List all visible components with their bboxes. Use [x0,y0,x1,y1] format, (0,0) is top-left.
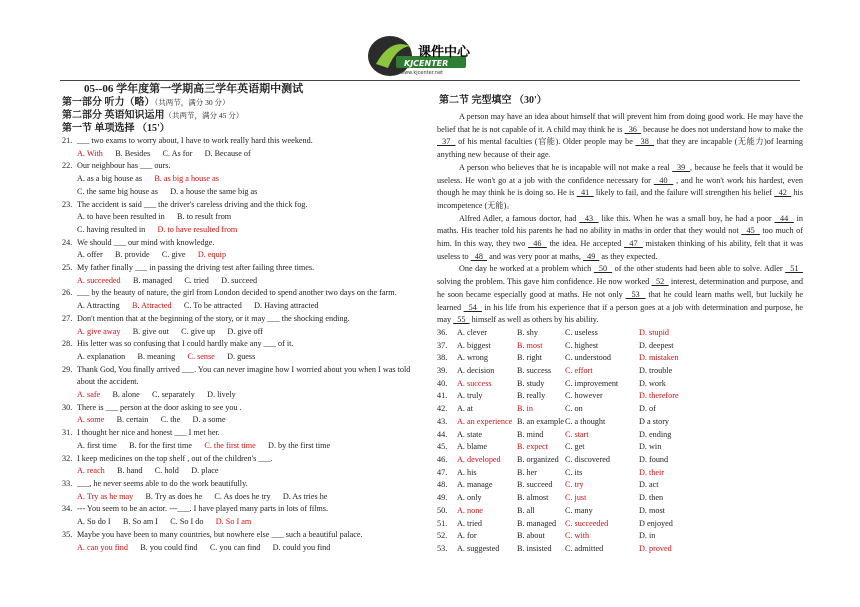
answer-row [437,479,803,492]
option: B. for the first time [129,440,193,450]
blank: 52 [651,277,669,287]
question-number: 22. [62,161,73,171]
answer-option: B. study [517,378,545,388]
option: B. provide [115,250,150,260]
question-number: 29. [62,364,73,374]
option: B. meaning [137,351,176,361]
question-stem [62,160,418,173]
answer-row [437,340,803,353]
question-number: 28. [62,339,73,349]
question-text: ___ two exams to worry about, I have to work really hard this weekend. [77,136,313,145]
option-row [62,414,418,427]
answer-option: D. most [639,505,665,515]
answer-row [437,365,803,378]
answer-option: B. mind [517,429,544,439]
passage-paragraph: Alfred Adler, a famous doctor, had 43 like this. When he was a small boy, he had a poor 44 in maths. His teacher told his parents he had no ability in maths in order that they would not 45 too much of him. In this way, they two 46 the idea. He accepted 47 mistaken thinking of his ability, felt that it was useless to 48 and was very poor at maths, 49 as they expected. [437,213,804,261]
option-row [62,300,418,313]
answer-number: 50. [437,505,448,515]
question-list [62,135,418,554]
answer-row [437,327,803,340]
question-number: 21. [62,136,73,145]
option: C. you can find [209,542,261,552]
answer-option: D. their [639,467,665,477]
option-row [62,516,418,529]
answer-option: D. ending [639,429,672,439]
passage-paragraph: A person who believes that he is incapable will not make a real 39 , because he feels that it would be useless. He won't go at a job with the confidence necessary for 40 , and he won't work his hardest, even though he may think he is doing so. He is 41 likely to fail, and the failure will strengthen his belief 42 his incompetence (无能)。 [437,162,803,210]
question-stem [62,503,418,516]
question-stem [62,402,418,415]
answer-number: 42. [437,404,448,414]
answer-number: 38. [437,353,448,363]
answer-option: D. proved [639,543,672,553]
option: C. As does he try [214,491,271,501]
option: C. sense [187,351,215,361]
question-text: His letter was so confusing that I could hardly make any ___ of it. [77,339,294,349]
option: D. guess [227,351,256,361]
answer-option: A. biggest [457,340,491,350]
option-row [62,326,418,339]
answer-option: B. almost [517,493,549,503]
option-row [62,389,418,402]
answer-number: 46. [437,454,448,464]
option: A. safe [77,390,101,400]
answer-option: D. in [639,531,656,541]
question-text: Thank God, You finally arrived ___. You can never imagine how I worried about you when I was told about the accident. [77,364,411,387]
option: A. offer [77,250,103,260]
answer-number: 53. [437,543,448,553]
question-text: There is ___ person at the door asking to see you . [77,402,242,412]
left-column [62,82,418,554]
option-row [62,542,418,555]
right-column [437,82,803,556]
option: B. Try as does he [145,491,203,501]
answer-row [437,505,803,518]
option: B. So am I [122,517,158,527]
answer-option: B. most [517,340,543,350]
blank: 40 [653,175,674,185]
option: B. to result from [177,212,232,222]
answer-row [437,352,803,365]
option-row [62,186,418,199]
option-row [62,440,418,453]
answer-option: C. start [565,429,589,439]
answer-number: 52. [437,531,448,541]
option: C. having resulted in [77,224,146,234]
answer-option: C. on [565,404,583,414]
answer-option: B. shy [517,327,538,337]
answer-option: A. state [457,429,483,439]
blank: 36 [624,124,642,134]
answer-option: A. manage [457,480,493,490]
option: D. could you find [272,542,331,552]
blank: 41 [576,188,594,198]
answer-option: A. wrong [457,353,488,363]
answer-option: C. however [565,391,603,401]
answer-option: C. with [565,531,590,541]
option: A. can you find [77,542,128,552]
option: A. reach [77,466,105,476]
answer-option: C. get [565,442,585,452]
answer-option: B. all [517,505,535,515]
answer-option: D. win [639,442,662,452]
answer-option: B. in [517,404,533,414]
logo-subtitle: KJCENTER [404,59,449,68]
question-number: 31. [62,428,73,438]
option: A. some [77,415,105,425]
question-stem [62,287,418,300]
option: D. Because of [204,148,251,158]
option: D. a house the same big as [170,186,258,196]
option: A. succeeded [77,275,121,285]
question-number: 27. [62,313,73,323]
question-number: 33. [62,478,73,488]
option: D. lively [207,390,236,400]
answer-option: C. just [565,493,587,503]
answer-option: C. highest [565,340,599,350]
blank: 44 [774,213,794,223]
question-text: I thought her nice and honest ___ I met her. [77,428,220,438]
answer-option: C. admitted [565,543,604,553]
answer-option: A. for [457,531,477,541]
blank: 42 [774,188,792,198]
option: A. explanation [77,351,126,361]
option: C. the first time [204,440,256,450]
answer-option: B. really [517,391,546,401]
option: B. hand [117,466,143,476]
option: D. Having attracted [254,301,319,311]
question-number: 26. [62,288,73,298]
question-text: --- You seem to be an actor. ---___. I have played many parts in lots of films. [77,504,329,514]
question-text: Maybe you have been to many countries, but nowhere else ___ such a beautiful palace. [77,529,363,539]
question-number: 24. [62,237,73,247]
question-stem [62,262,418,275]
answer-number: 43. [437,416,448,426]
question-text: ___, he never seems able to do the work beautifully. [77,478,248,488]
option: C. the [160,415,181,425]
answer-option: A. clever [457,327,488,337]
blank: 49 [583,251,600,261]
option: C. give up [181,326,216,336]
question-stem [62,478,418,491]
blank: 48 [470,251,488,261]
answer-option: C. many [565,505,593,515]
question-text: Our neighbour has ___ ours. [77,161,171,171]
option: C. To be attracted [183,301,242,311]
option: A. as a big house as [77,174,143,184]
question-text: We should ___ our mind with knowledge. [77,237,215,247]
answer-number: 49. [437,493,448,503]
option: D. to have resulted from [157,224,238,234]
question-text: I keep medicines on the top shelf , out of the children's ___. [77,453,273,463]
question-stem [62,338,418,351]
answer-row [437,403,803,416]
answer-number: 48. [437,480,448,490]
option-row [62,465,418,478]
option-row [62,148,418,161]
section1-heading: 第一节 单项选择 （15'） [62,123,170,134]
answer-option: D. mistaken [639,353,679,363]
answer-option: C. understood [565,353,611,363]
option: D. As tries he [282,491,328,501]
answer-row [437,378,803,391]
answer-option: D a story [639,416,670,426]
answer-number: 44. [437,429,448,439]
option: B. give out [132,326,169,336]
answer-option: D. act [639,480,659,490]
option: C. hold [154,466,179,476]
question-stem [62,199,418,212]
option: C. As for [162,148,193,158]
answer-option: C. useless [565,327,598,337]
answer-option: D. found [639,454,669,464]
answer-option: B. her [517,467,538,477]
answer-option: C. a thought [565,416,606,426]
option: D. by the first time [268,440,331,450]
section2-heading: 第二节 完型填空 （30'） [439,95,547,106]
answer-option: A. developed [457,454,501,464]
blank: 43 [579,213,599,223]
answer-option: A. success [457,378,492,388]
blank: 47 [624,239,643,249]
option-row [62,249,418,262]
option: A. Try as he may [77,491,134,501]
blank: 45 [741,226,760,236]
blank: 53 [625,289,646,299]
answer-number: 45. [437,442,448,452]
option: A. first time [77,440,117,450]
answer-option: D. then [639,493,664,503]
answer-row [437,492,803,505]
answer-option: D. therefore [639,391,679,401]
answer-list [437,327,803,556]
question-number: 25. [62,263,73,273]
answer-option: A. tried [457,518,483,528]
option-row [62,211,418,224]
answer-option: A. his [457,467,477,477]
question-stem [62,313,418,326]
blank: 46 [527,239,547,249]
option-row [62,351,418,364]
passage-paragraph: A person may have an idea about himself that will prevent him from doing good work. He may have the belief that he is not capable of it. A child may think he is 36 because he does not understand how to make the 37 of his mental faculties (官能). Older people may be 38 that they are incapable (无能力)of learning anything new because of their age. [437,112,804,160]
passage-paragraph: One day he worked at a problem which 50 of the other students had been able to solve. Adler 51 solving the problem. This gave him confidence. He now worked 52 interest, determination and purpose, and he soon became especially good at maths. He not only 53 that he could learn maths well, but luckily he learned 54 in his life from his experience that if a person goes at a job with determination and purpose, he may 55 himself as well as others by his ability. [437,264,804,325]
answer-option: C. try [565,480,584,490]
option: B. managed [132,275,173,285]
answer-option: D. deepest [639,340,674,350]
answer-option: B. an example [517,416,565,426]
answer-option: D. trouble [639,366,673,376]
answer-option: C. improvement [565,378,619,388]
answer-option: A. only [457,493,482,503]
blank: 55 [453,315,470,325]
answer-row [437,429,803,442]
blank: 50 [593,264,613,274]
option: C. separately [152,390,195,400]
blank: 51 [785,264,803,274]
answer-option: B. managed [517,518,557,528]
question-text: ___ by the beauty of nature, the girl from London decided to spend another two days on the farm. [77,288,397,298]
question-text: My father finally ___ in passing the driving test after failing three times. [77,263,315,273]
answer-option: C. its [565,467,583,477]
question-stem [62,237,418,250]
option: D. succeed [221,275,258,285]
answer-option: B. expect [517,442,548,452]
question-stem [62,135,418,148]
option: A. Attracting [77,301,120,311]
question-stem [62,427,418,440]
option-row [62,491,418,504]
logo-text: 课件中心 [418,45,471,60]
answer-option: B. success [517,366,552,376]
question-number: 32. [62,453,73,463]
answer-number: 39. [437,366,448,376]
answer-option: C. effort [565,366,593,376]
answer-row [437,441,803,454]
answer-option: A. blame [457,442,488,452]
question-stem [62,529,418,542]
option: A. With [77,148,103,158]
question-number: 35. [62,529,73,539]
option: C. the same big house as [77,186,158,196]
logo-url: www.kjcenter.net [400,70,444,76]
answer-number: 40. [437,378,448,388]
question-stem [62,453,418,466]
answer-number: 37. [437,340,448,350]
part2-heading: 第二部分 英语知识运用（共两节，满分 45 分） [62,110,244,121]
answer-row [437,454,803,467]
option: C. give [161,250,186,260]
answer-option: D. stupid [639,327,670,337]
option: B. certain [116,415,149,425]
answer-option: B. organized [517,454,559,464]
answer-option: D. of [639,404,656,414]
option: C. So I do [170,517,204,527]
answer-option: A. decision [457,366,495,376]
answer-row [437,390,803,403]
answer-number: 41. [437,391,448,401]
option: D. a some [192,415,226,425]
answer-option: D enjoyed [639,518,673,528]
option: B. alone [112,390,140,400]
option: A. to have been resulted in [77,212,165,222]
answer-option: A. none [457,505,483,515]
answer-option: C. succeeded [565,518,609,528]
answer-row [437,518,803,531]
answer-row [437,467,803,480]
question-stem [62,364,418,389]
option-row [62,224,418,237]
option-row [62,275,418,288]
answer-option: A. at [457,404,473,414]
option: B. Besides [115,148,151,158]
option: D. place [191,466,219,476]
answer-option: A. truly [457,391,483,401]
answer-option: B. right [517,353,543,363]
answer-option: D. work [639,378,666,388]
page-title: 05--06 学年度第一学期高三学年英语期中测试 [84,83,304,95]
answer-option: C. discovered [565,454,611,464]
answer-number: 36. [437,327,448,337]
answer-option: B. insisted [517,543,552,553]
answer-option: B. about [517,531,545,541]
question-text: Don't mention that at the beginning of the story, or it may ___ the shocking ending. [77,313,350,323]
blank: 38 [635,137,654,147]
cloze-passage [437,111,803,327]
option: B. Attracted [132,301,172,311]
blank: 54 [463,302,482,312]
answer-row [437,543,803,556]
option: C. tried [184,275,209,285]
part1-heading: 第一部分 听力（略）（共两节，满分 30 分） [62,97,230,108]
answer-option: A. an experience [457,416,513,426]
option: D. give off [227,326,263,336]
question-text: The accident is said ___ the driver's careless driving and the thick fog. [77,199,308,209]
answer-option: A. suggested [457,543,500,553]
question-number: 34. [62,504,73,514]
option: A. So do I [77,517,111,527]
answer-number: 51. [437,518,448,528]
option: D. So I am [215,517,252,527]
question-number: 30. [62,402,73,412]
answer-row [437,416,803,429]
answer-number: 47. [437,467,448,477]
option: A. give away [77,326,121,336]
blank: 39 [672,162,690,172]
answer-option: B. succeed [517,480,553,490]
option: D. equip [197,250,227,260]
header-rule [60,80,800,81]
option: B. as big a house as [154,174,219,184]
question-number: 23. [62,199,73,209]
option-row [62,173,418,186]
option: B. you could find [140,542,198,552]
answer-row [437,530,803,543]
blank: 37 [437,137,456,147]
